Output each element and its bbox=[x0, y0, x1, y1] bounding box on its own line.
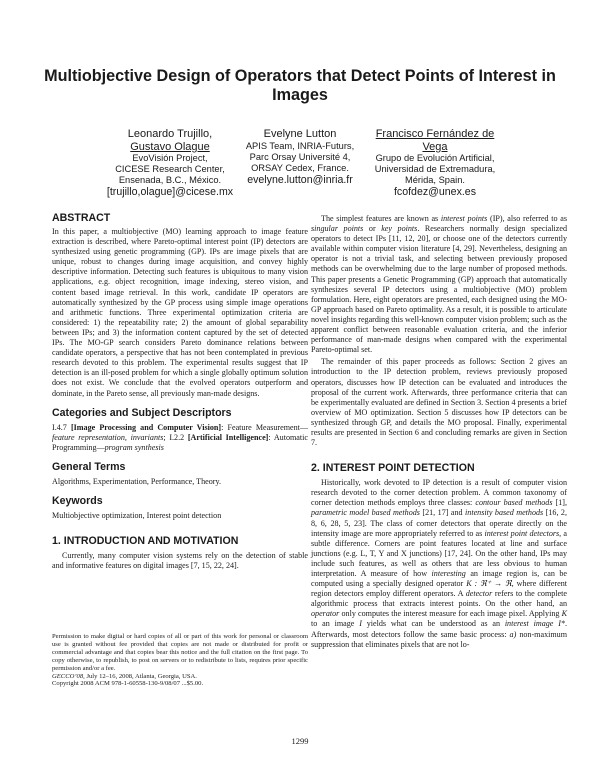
venue-text: July 12–16, 2008, Atlanta, Georgia, USA. bbox=[84, 672, 197, 680]
author-name-line1: Leonardo Trujillo, bbox=[127, 128, 213, 140]
text-run-italic: key points bbox=[381, 224, 418, 234]
text-run-italic: operator bbox=[311, 609, 340, 619]
section-2-heading: 2. INTEREST POINT DETECTION bbox=[311, 462, 475, 475]
math-run: K : ℜ⁺ → ℜ bbox=[466, 579, 512, 589]
text-run: [1], bbox=[552, 498, 568, 508]
intro-paragraph-2 bbox=[311, 214, 567, 355]
author-email: evelyne.lutton@inria.fr bbox=[247, 173, 353, 186]
categories-text-1: : Feature Measurement— bbox=[221, 422, 308, 432]
author-name-line1: Francisco Fernández de bbox=[375, 128, 495, 140]
text-run: [16, 2, 8, 6, 28, 5, 23]. The class of corner detectors that operate directly on the intensity image are more appropriately referred to as bbox=[311, 508, 567, 538]
categories-bold-1: [Image Processing and Computer Vision] bbox=[70, 422, 222, 432]
text-run: (IP), also referred to as bbox=[487, 214, 567, 223]
author-block-2 bbox=[230, 128, 370, 186]
categories-text-2: ; I.2.2 bbox=[163, 432, 188, 442]
text-run-italic: singular points bbox=[311, 224, 364, 234]
author-name bbox=[360, 128, 510, 153]
author-email: [trujillo,olague]@cicese.mx bbox=[106, 186, 234, 198]
author-affiliation: Grupo de Evolución Artificial, Universidad de Extremadura, Mérida, Spain. bbox=[374, 153, 496, 185]
author-affiliation: APIS Team, INRIA-Futurs, Parc Orsay Université 4, ORSAY Cedex, France. bbox=[245, 140, 355, 173]
text-run: to an image bbox=[311, 619, 360, 629]
text-run-italic: intensity based methods bbox=[465, 508, 544, 518]
text-run: . Afterwards, most detectors follow the same basic process: bbox=[311, 619, 567, 639]
paper-title: Multiobjective Design of Operators that Detect Points of Interest in Images bbox=[44, 67, 556, 104]
author-email: fcofdez@unex.es bbox=[393, 186, 476, 198]
categories-code: I.4.7 bbox=[52, 422, 71, 432]
text-run: , a subtle difference. Corners are point features located at line and surface junctions (e.g. L, T, Y and X junctions) [17, 24]. On the other hand, IPs may include such features, as well as others that are less obvious to human interpretation. A measure of how bbox=[311, 528, 567, 578]
keywords-text: Multiobjective optimization, Interest point detection bbox=[52, 510, 222, 520]
text-run: Historically, work devoted to IP detection is a result of computer vision research devoted to the corner detection problem. A common taxonomy of corner detection methods employs three classes: bbox=[311, 478, 567, 508]
text-run: [21, 17] and bbox=[419, 508, 466, 518]
text-run: an image region is, can be computed using a specially designed operator bbox=[311, 569, 568, 589]
text-run: , where different region detectors employ different operators. A bbox=[311, 579, 568, 599]
author-affiliation: EvoVisión Project, CICESE Research Center, Ensenada, B.C., México. bbox=[115, 153, 225, 185]
general-terms-text: Algorithms, Experimentation, Performance, Theory. bbox=[52, 476, 222, 486]
text-run-italic: a) bbox=[509, 629, 517, 639]
text-run: yields what can be understood as an bbox=[361, 619, 505, 629]
author-name-line2: Vega bbox=[422, 140, 448, 153]
copyright-line: Copyright 2008 ACM 978-1-60558-130-9/08/07 ...$5.00. bbox=[52, 680, 204, 688]
intro-paragraph-3: The remainder of this paper proceeds as follows: Section 2 gives an introduction to the IP detection problem, reviews previously proposed operators, discusses how IP detection can be evaluated and introduces the proposal of the current work. Afterwards, three performance criteria that can be experimentally evaluated are defined in Section 3. Section 4 presents a brief overview of MO optimization. Section 5 discusses how IP detectors can be synthesized through GP, and details the MO proposal. Finally, experimental results are presented in Section 6 and concluding remarks are given in Section 7. bbox=[311, 357, 567, 448]
right-column bbox=[311, 214, 567, 650]
math-run: K bbox=[561, 609, 567, 619]
text-run-italic: interest point detectors bbox=[484, 528, 560, 538]
author-name-line2: Gustavo Olague bbox=[130, 140, 210, 153]
left-column bbox=[52, 212, 308, 688]
venue-italic: GECCO’08, bbox=[52, 672, 85, 680]
permission-text: Permission to make digital or hard copies of all or part of this work for personal or classroom use is granted without fee provided that copies are not made or distributed for profit or commercial advantage and that copies bear this notice and the full citation on the first page. To copy otherwise, to republish, to post on servers or to redistribute to lists, requires prior specific permission and/or a fee. bbox=[52, 633, 308, 672]
categories-heading: Categories and Subject Descriptors bbox=[52, 406, 232, 419]
text-run: only computes the interest measure for each image pixel. Applying bbox=[339, 609, 562, 619]
section-2-paragraph bbox=[311, 478, 567, 650]
author-name: Evelyne Lutton bbox=[263, 128, 337, 140]
categories-italic-1: feature representation, invariants bbox=[52, 432, 164, 442]
venue-line bbox=[52, 673, 308, 681]
general-terms-heading: General Terms bbox=[52, 460, 126, 473]
text-run-italic: interest points bbox=[440, 214, 488, 223]
keywords-heading: Keywords bbox=[52, 494, 103, 507]
text-run-italic: parametric model based methods bbox=[311, 508, 420, 518]
categories-text bbox=[52, 423, 308, 453]
text-run-italic: interesting bbox=[431, 569, 466, 578]
author-name bbox=[100, 128, 240, 153]
text-run: non-maximum suppression that eliminates pixels that are not lo- bbox=[311, 629, 567, 649]
text-run: . Researchers normally design specialized operators to detect IPs [11, 12, 20], or choose one of the detectors currently available within computer vision literature [4, 29]. Nevertheless, designing an operator is not a trivial task, and selecting between previously proposed methods can be overwhelming due to the large number of proposed methods. This paper presents a Genetic Programming (GP) approach that automatically synthesizes several IP detectors using a multiobjective (MO) problem formulation. Here, eight operators are presented, each designed using the MO-GP approach based on Pareto optimality. As a result, it is possible to articulate novel insights regarding this well-known computer vision problem; such as the apparent conflict between reasonable evaluation criteria, and the inferior performance of man-made designs when compared with the experimental Pareto-optimal set. bbox=[311, 224, 567, 355]
page-number: 1299 bbox=[291, 736, 309, 746]
permission-block bbox=[52, 633, 308, 688]
categories-text-3: : Automatic Programming— bbox=[52, 432, 308, 452]
categories-italic-2: program synthesis bbox=[104, 442, 164, 452]
math-run: I bbox=[359, 619, 362, 629]
intro-text: Currently, many computer vision systems rely on the detection of stable and informative features on digital images [7, 15, 22, 24]. bbox=[52, 551, 308, 571]
categories-bold-2: [Artificial Intelligence] bbox=[187, 432, 269, 442]
text-run: or bbox=[363, 224, 382, 234]
intro-heading: 1. INTRODUCTION AND MOTIVATION bbox=[52, 535, 239, 548]
abstract-text: In this paper, a multiobjective (MO) learning approach to image feature extraction is described, where Pareto-optimal interest point (IP) detectors are synthesized using genetic programming (GP). IPs are image pixels that are unique, robust to changes during image acquisition, and convey highly descriptive information. Detecting such features is ubiquitous to many vision applications, e.g. object recognition, image indexing, stereo vision, and content based image retrieval. In this work, candidate IP operators are automatically synthesized by the GP process using simple image operations and arithmetic functions. Three experimental optimization criteria are considered: 1) the repeatability rate; 2) the amount of global separability between IPs; and 3) the information content captured by the set of detected IPs. The MO-GP search considers Pareto dominance relations between candidate operators, a perspective that has not been contemplated in previous research devoted to this problem. The experimental results suggest that IP detection is an ill-posed problem for which a single globally optimum solution does not exist. We conclude that the evolved operators outperform and dominate, in the Pareto sense, all previously man-made designs. bbox=[52, 227, 308, 398]
text-run-italic: interest image I* bbox=[504, 619, 565, 629]
abstract-heading: ABSTRACT bbox=[52, 212, 111, 224]
author-block-3 bbox=[360, 128, 510, 198]
text-run: The simplest features are known as bbox=[321, 214, 441, 223]
text-run-italic: contour based methods bbox=[475, 498, 553, 508]
author-block-1 bbox=[100, 128, 240, 198]
text-run: refers to the complete algorithmic process that extracts interest points. On the other hand, an bbox=[311, 589, 567, 609]
text-run-italic: detector bbox=[465, 589, 493, 599]
